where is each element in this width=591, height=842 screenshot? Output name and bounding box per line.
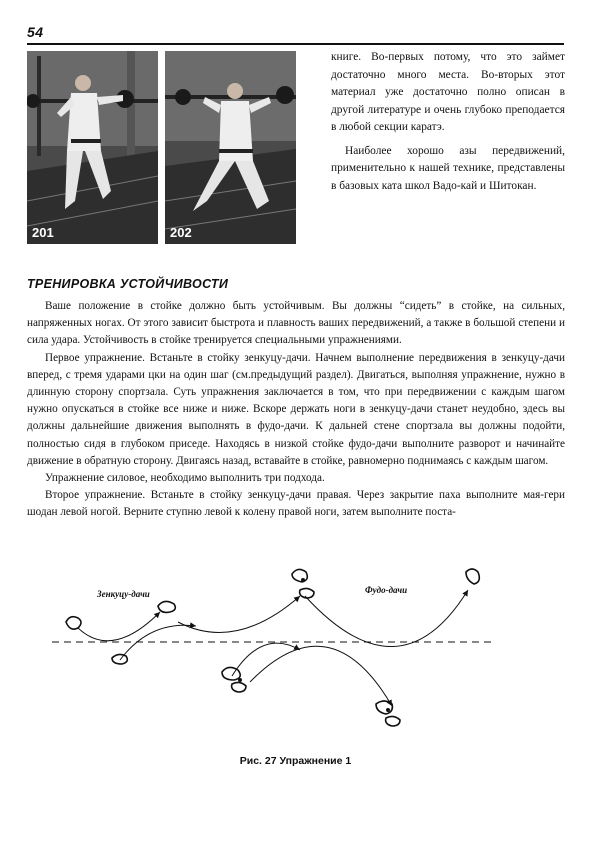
diagram-label-fudo: Фудо-дачи	[365, 585, 408, 595]
diagram-label-zenkutsu: Зенкуцу-дачи	[97, 589, 150, 599]
step-arc	[305, 590, 468, 647]
photo-201-image	[27, 51, 158, 244]
body-paragraph: Первое упражнение. Встаньте в стойку зенкуцу-дачи. Начнем выполнение передвижения в зенкуцу-дачи вперед, с тремя ударами цки на один шаг (см.предыдущий раздел). Двигаться, выполняя упражнение, нужно в длинную сторону спортзала. Суть упражнения заключается в том, что при передвижении с каждым шагом нужно опускаться в стойке все ниже и ниже. Вскоре держать ноги в зенкуцу-дачи станет неудобно, здесь вы должны дальнейшие движения выполнять в фудо-дачи. К дальней стене спортзала вы должны подойти, полностью сидя в глубоком приседе. Находясь в низкой стойке фудо-дачи выполните разворот и начинайте движение в обратную сторону. Двигаясь назад, вставайте в стойке, равномерно поднимаясь с каждым шагом.	[27, 351, 565, 467]
right-column-text	[331, 49, 565, 195]
body-paragraph: Второе упражнение. Встаньте в стойку зенкуцу-дачи правая. Через закрытие паха выполните мая-гери шодан левой ногой. Верните ступню левой к колену правой ноги, затем выполните поста-	[27, 489, 565, 519]
photo-202	[165, 51, 296, 244]
header-rule	[27, 43, 564, 45]
section-title: ТРЕНИРОВКА УСТОЙЧИВОСТИ	[27, 277, 229, 291]
step-arc	[178, 596, 300, 632]
step-arc	[250, 646, 392, 706]
figure-caption: Рис. 27 Упражнение 1	[239, 755, 352, 767]
step-arc	[78, 612, 160, 641]
footwork-diagram	[0, 545, 591, 755]
right-column-paragraph: Наиболее хорошо азы передвижений, применительно к нашей технике, представлены в базовых ката школ Вадо-кай и Шитокан.	[331, 144, 565, 192]
right-column-paragraph: книге. Во-первых потому, что это займет достаточно много места. Во-вторых этот материал уже достаточно полно описан в другой литературе и очень глубоко преподается в любой секции каратэ.	[331, 51, 565, 133]
photo-201-caption: 201	[32, 225, 54, 240]
foot-fill	[238, 578, 390, 712]
step-arc	[120, 625, 196, 660]
step-arc	[232, 643, 300, 676]
body-paragraph: Ваше положение в стойке должно быть устойчивым. Вы должны “сидеть” в стойке, на сильных, напряженных ногах. От этого зависит быстрота и плавность ваших передвижений, а также в большой степени и сила удара. Устойчивость в стойке тренируется специальными упражнениями.	[27, 300, 565, 347]
photo-202-image	[165, 51, 296, 244]
photo-202-caption: 202	[170, 225, 192, 240]
photo-201	[27, 51, 158, 244]
body-paragraph: Упражнение силовое, необходимо выполнить три подхода.	[45, 472, 325, 485]
page-number: 54	[27, 24, 44, 40]
section-body	[27, 298, 565, 522]
